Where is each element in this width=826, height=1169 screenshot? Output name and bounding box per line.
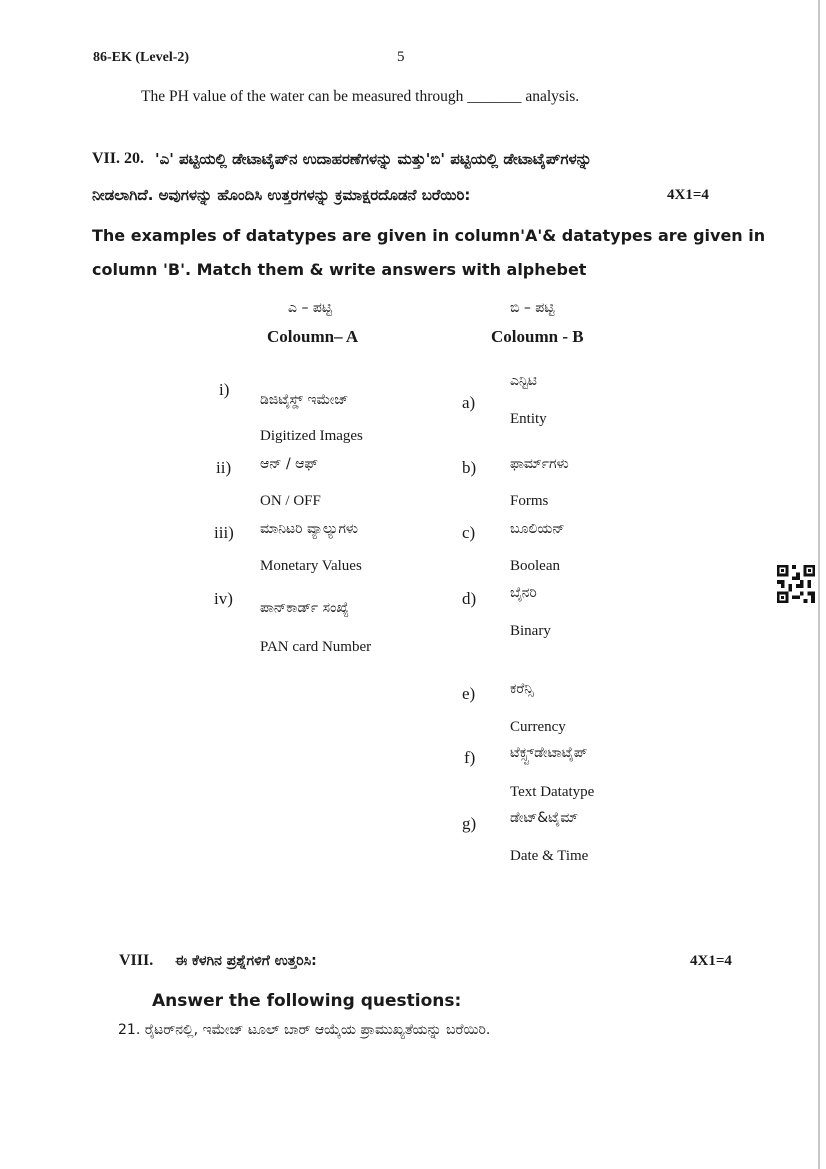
column-b-item-kannada: ಬೈನರಿ [510, 585, 537, 601]
column-a-item-english: Monetary Values [260, 558, 362, 574]
page-number: 5 [397, 49, 405, 65]
column-b-heading: Coloumn - B [491, 327, 584, 346]
question-21-kannada: 21. ರೈಟರ್‌ನಲ್ಲಿ, ಇಮೇಜ್ ಟೂಲ್ ಬಾರ್ ಆಯ್ಕೆಯ ಪ್ರಾಮುಖ್ಯತೆಯನ್ನು ಬರೆಯಿರಿ. [118, 1022, 491, 1038]
paper-code: 86-EK (Level-2) [93, 50, 190, 65]
column-b-item-kannada: ಬೂಲಿಯನ್ [510, 521, 565, 537]
column-a-item-english: ON / OFF [260, 493, 321, 509]
column-a-item-kannada: ಆನ್ / ಆಫ್ [260, 456, 318, 472]
question-20-english-line2: column 'B'. Match them & write answers with alphebet [92, 260, 587, 279]
column-a-heading: Coloumn– A [267, 327, 359, 346]
column-a-item-english: Digitized Images [260, 428, 363, 444]
column-a-item-number: i) [219, 380, 230, 399]
column-b-item-letter: b) [462, 458, 477, 477]
column-b-item-english: Entity [510, 411, 547, 427]
column-b-item-kannada: ಎನ್ಟಿಟಿ [510, 373, 537, 389]
column-a-item-english: PAN card Number [260, 639, 372, 655]
column-b-item-english: Forms [510, 493, 549, 509]
column-b-item-english: Boolean [510, 558, 560, 574]
column-a-kannada-heading: ಎ – ಪಟ್ಟಿ [288, 300, 333, 316]
column-b-item-letter: f) [464, 748, 476, 767]
column-a-item-number: iii) [214, 523, 234, 542]
previous-question-text: The PH value of the water can be measured through _______ analysis. [141, 88, 580, 105]
question-20-kannada-line2: ನೀಡಲಾಗಿದೆ. ಅವುಗಳನ್ನು ಹೊಂದಿಸಿ ಉತ್ತರಗಳನ್ನು ಕ್ರಮಾಕ್ಷರದೊಡನೆ ಬರೆಯಿರಿ: [92, 186, 471, 204]
section-8-english-instruction: Answer the following questions: [152, 991, 462, 1011]
column-b-item-english: Text Datatype [510, 784, 595, 800]
column-a-item-kannada: ಡಿಜಿಟೈಸ್ಡ್ ಇಮೇಜ್ [260, 392, 349, 408]
column-a-item-number: ii) [216, 458, 232, 477]
question-20-label: VII. 20. [92, 150, 145, 167]
qr-code-icon [776, 565, 816, 603]
column-b-item-kannada: ಫಾರ್ಮ್‌ಗಳು [510, 456, 569, 472]
column-b-item-english: Binary [510, 623, 551, 639]
column-b-item-letter: e) [462, 684, 476, 703]
column-b-kannada-heading: ಬಿ – ಪಟ್ಟಿ [510, 300, 555, 316]
column-a-item-number: iv) [214, 589, 233, 608]
column-b-item-letter: c) [462, 523, 476, 542]
column-a-item-kannada: ಪಾನ್‌ಕಾರ್ಡ್ ಸಂಖ್ಯೆ [260, 600, 349, 616]
page-edge-shadow [818, 0, 820, 1169]
column-b-item-kannada: ಟೆಕ್ಸ್ಟ್‌ಡೇಟಾಟೈಪ್ [510, 745, 588, 761]
column-a-item-kannada: ಮಾನಿಟರಿ ವ್ಯಾಲ್ಯುಗಳು [260, 521, 358, 537]
column-b-item-letter: d) [462, 589, 477, 608]
section-8-kannada-instruction: ಈ ಕೆಳಗಿನ ಪ್ರಶ್ನೆಗಳಿಗೆ ಉತ್ತರಿಸಿ: [175, 953, 317, 969]
column-b-item-letter: a) [462, 393, 476, 412]
column-b-item-english: Currency [510, 719, 566, 735]
column-b-item-kannada: ಕರೆನ್ಸಿ [510, 681, 534, 697]
column-b-item-letter: g) [462, 814, 477, 833]
question-20-marks: 4X1=4 [667, 187, 709, 203]
column-b-item-english: Date & Time [510, 848, 589, 864]
section-8-marks: 4X1=4 [690, 953, 732, 969]
question-20-kannada-line1: 'ಎ' ಪಟ್ಟಿಯಲ್ಲಿ ಡೇಟಾಟೈಪ್‌ನ ಉದಾಹರಣೆಗಳನ್ನು ಮತ್ತು'ಬಿ' ಪಟ್ಟಿಯಲ್ಲಿ ಡೇಟಾಟೈಪ್‌ಗಳನ್ನು [155, 150, 592, 168]
column-b-item-kannada: ಡೇಟ್&ಟೈಮ್ [510, 810, 579, 826]
question-20-english-line1: The examples of datatypes are given in column'A'& datatypes are given in [92, 226, 766, 245]
section-8-label: VIII. [119, 952, 154, 969]
